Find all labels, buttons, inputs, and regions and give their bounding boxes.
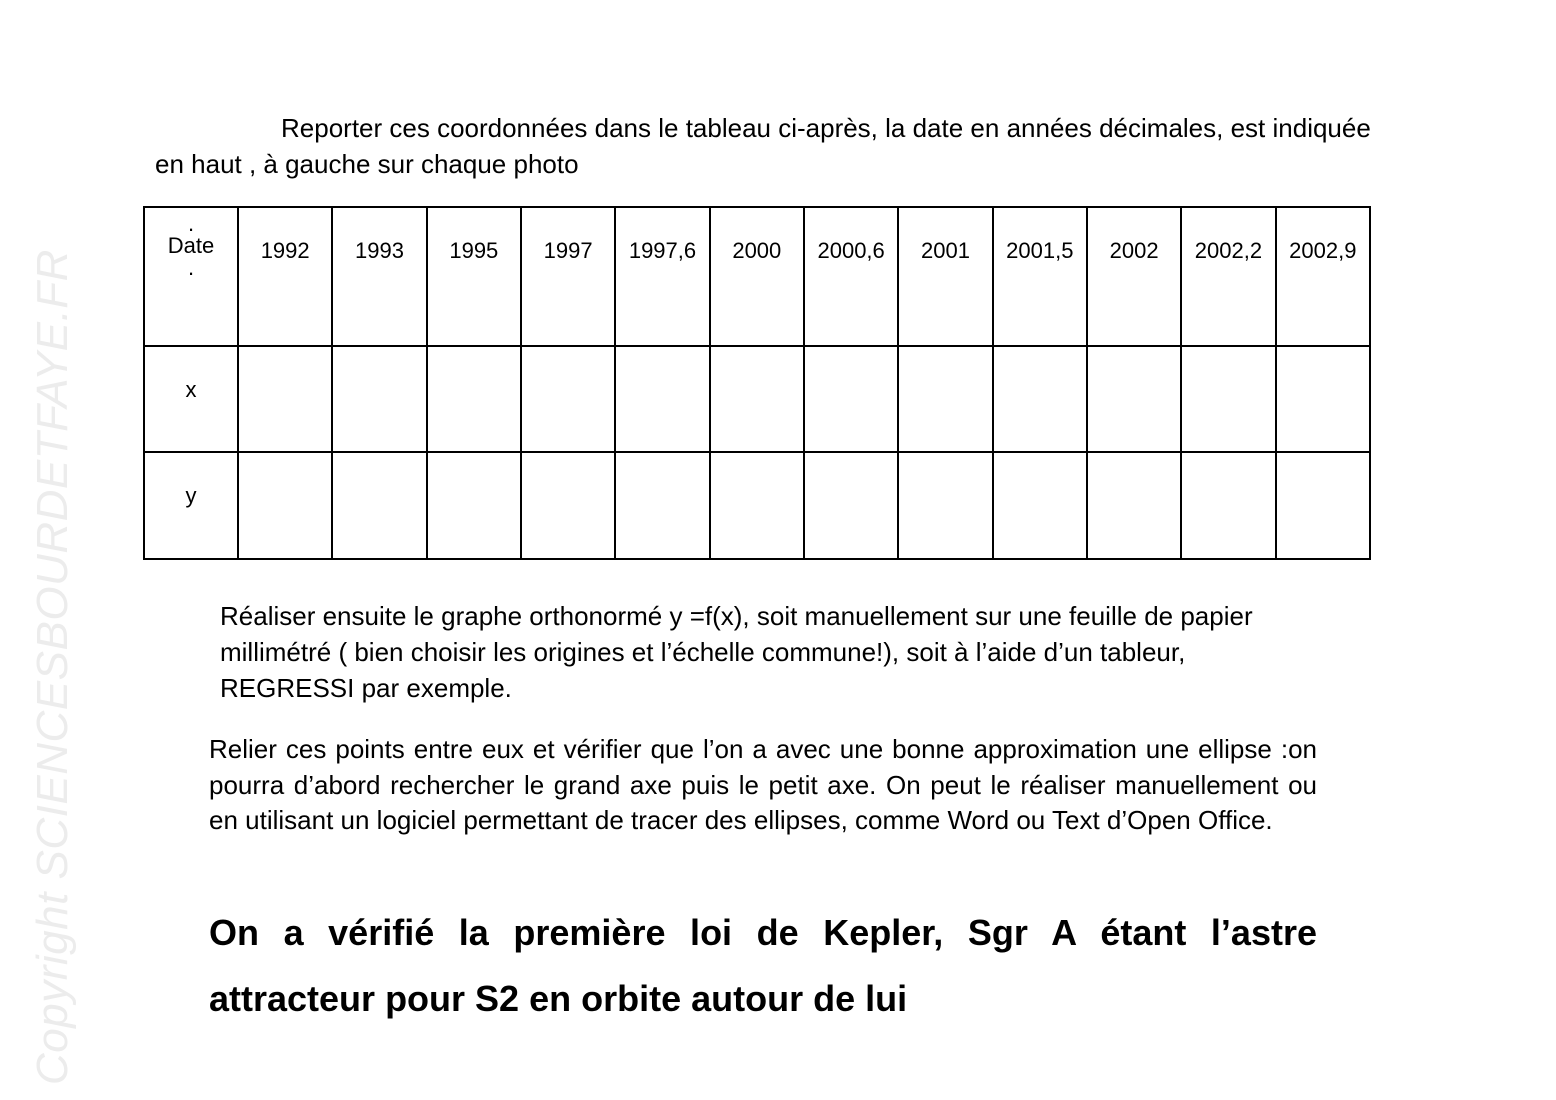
x-value-cell[interactable] [1276, 346, 1370, 453]
intro-instruction: Reporter ces coordonnées dans le tableau ci-après, la date en années décimales, est indiquée en haut , à gauche sur chaque photo [155, 113, 1371, 179]
table-row-y [144, 452, 1370, 559]
date-cell: 2000,6 [804, 207, 898, 346]
date-cell: 1992 [238, 207, 332, 346]
x-value-cell[interactable] [332, 346, 426, 453]
date-cell: 2001 [898, 207, 992, 346]
x-value-cell[interactable] [993, 346, 1087, 453]
date-cell: 1995 [427, 207, 521, 346]
date-header-cell [144, 207, 238, 346]
x-value-cell[interactable] [1087, 346, 1181, 453]
date-cell: 2002,9 [1276, 207, 1370, 346]
table-header-row [144, 207, 1370, 346]
y-value-cell[interactable] [427, 452, 521, 559]
y-value-cell[interactable] [1181, 452, 1275, 559]
y-value-cell[interactable] [710, 452, 804, 559]
x-value-cell[interactable] [804, 346, 898, 453]
kepler-conclusion: On a vérifié la première loi de Kepler, Sgr A étant l’astre attracteur pour S2 en orbite autour de lui [209, 912, 1317, 1019]
y-value-cell[interactable] [1276, 452, 1370, 559]
y-value-cell[interactable] [521, 452, 615, 559]
date-cell: 1997,6 [615, 207, 709, 346]
graph-instruction: Réaliser ensuite le graphe orthonormé y =f(x), soit manuellement sur une feuille de papier millimétré ( bien choisir les origines et l’échelle commune!), soit à l’aide d’un tableur, REGRESSI par exemple. [220, 601, 1253, 703]
x-value-cell[interactable] [521, 346, 615, 453]
x-value-cell[interactable] [238, 346, 332, 453]
header-dot-top: . [187, 211, 195, 236]
date-cell: 1997 [521, 207, 615, 346]
x-value-cell[interactable] [898, 346, 992, 453]
y-value-cell[interactable] [238, 452, 332, 559]
x-value-cell[interactable] [710, 346, 804, 453]
y-value-cell[interactable] [615, 452, 709, 559]
coordinates-table [143, 206, 1371, 560]
date-cell: 2001,5 [993, 207, 1087, 346]
y-value-cell[interactable] [804, 452, 898, 559]
header-dot-bottom: . [187, 255, 195, 280]
y-value-cell[interactable] [332, 452, 426, 559]
y-value-cell[interactable] [1087, 452, 1181, 559]
date-cell: 2002,2 [1181, 207, 1275, 346]
x-value-cell[interactable] [615, 346, 709, 453]
table-row-x [144, 346, 1370, 453]
y-row-label: y [144, 452, 238, 559]
y-value-cell[interactable] [898, 452, 992, 559]
date-cell: 2000 [710, 207, 804, 346]
x-value-cell[interactable] [427, 346, 521, 453]
date-header-label: Date [167, 233, 215, 258]
copyright-watermark: Copyright SCIENCESBOURDETFAYE.FR [28, 249, 77, 1085]
ellipse-instruction: Relier ces points entre eux et vérifier que l’on a avec une bonne approximation une ellipse :on pourra d’abord rechercher le grand axe puis le petit axe. On peut le réaliser manuellement ou en utilisant un logiciel permettant de tracer des ellipses, comme Word ou Text d’Open Office. [209, 734, 1317, 835]
y-value-cell[interactable] [993, 452, 1087, 559]
x-value-cell[interactable] [1181, 346, 1275, 453]
date-cell: 1993 [332, 207, 426, 346]
x-row-label: x [144, 346, 238, 453]
date-cell: 2002 [1087, 207, 1181, 346]
